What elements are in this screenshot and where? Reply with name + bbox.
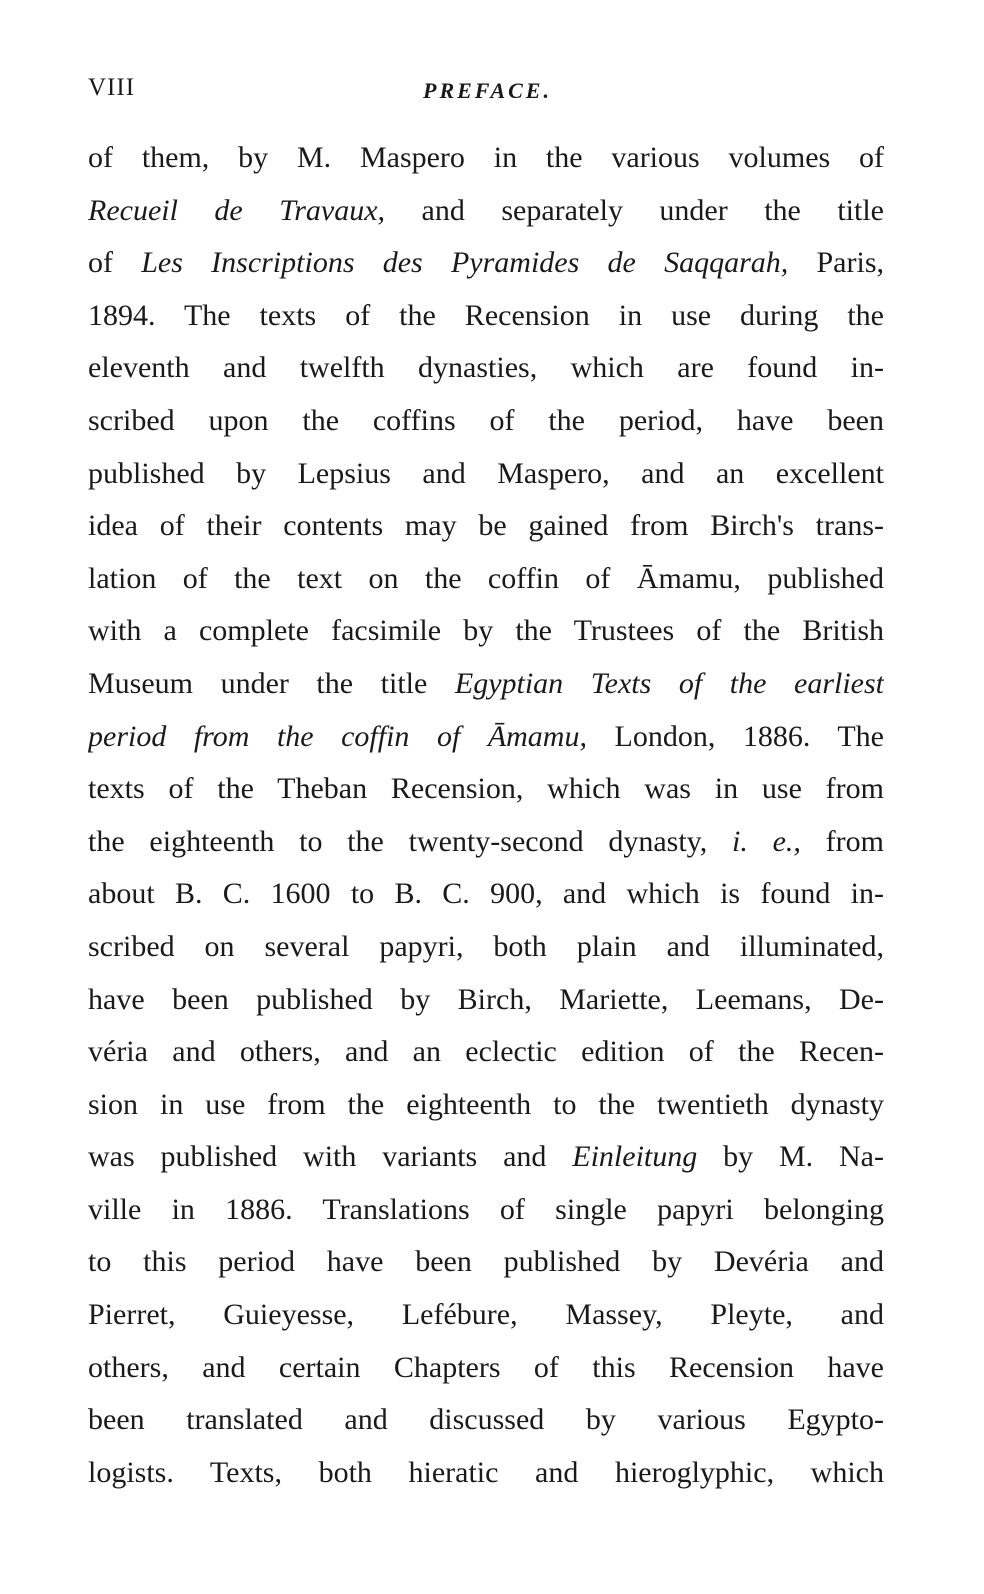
text-line: véria and others, and an eclectic edition of the Recen- (88, 1035, 884, 1069)
italic-title: period from the coffin of Āmamu, (88, 719, 587, 753)
running-head: PREFACE. (423, 78, 552, 103)
page-header (88, 74, 884, 114)
text-line (88, 816, 884, 869)
text-line: logists. Texts, both hieratic and hieroglyphic, which (88, 1455, 884, 1489)
body-text (88, 132, 884, 1499)
text-line: texts of the Theban Recension, which was in use from (88, 772, 884, 806)
text-run: Museum under the title (88, 666, 455, 700)
text-line: lation of the text on the coffin of Āmamu, published (88, 561, 884, 595)
text-line: sion in use from the eighteenth to the twentieth dynasty (88, 1087, 884, 1121)
page-number: VIII (88, 74, 136, 101)
text-line: of them, by M. Maspero in the various volumes of (88, 141, 884, 174)
text-line: 1894. The texts of the Recension in use during the (88, 298, 884, 332)
text-line: to this period have been published by Devéria and (88, 1245, 884, 1279)
text-line: scribed on several papyri, both plain and illuminated, (88, 929, 884, 963)
text-line (88, 658, 884, 711)
text-line: been translated and discussed by various Egypto- (88, 1403, 884, 1437)
text-run: by M. Na- (697, 1140, 884, 1174)
text-line: about B. C. 1600 to B. C. 900, and which is found in- (88, 877, 884, 911)
text-run: of (88, 246, 142, 280)
text-line (88, 711, 884, 764)
text-line: have been published by Birch, Mariette, Leemans, De- (88, 982, 884, 1016)
text-line: with a complete facsimile by the Trustees of the British (88, 614, 884, 648)
text-line: published by Lepsius and Maspero, and an excellent (88, 456, 884, 490)
text-line (88, 1131, 884, 1184)
text-line: scribed upon the coffins of the period, have been (88, 403, 884, 437)
text-line: eleventh and twelfth dynasties, which are found in- (88, 351, 884, 385)
text-line: others, and certain Chapters of this Recension have (88, 1350, 884, 1384)
text-line (88, 185, 884, 238)
italic-title: Einleitung (572, 1140, 698, 1174)
text-line: idea of their contents may be gained from Birch's trans- (88, 509, 884, 543)
italic-title: Les Inscriptions des Pyramides de Saqqarah, (141, 246, 789, 280)
italic-title: i. e., (731, 824, 801, 858)
italic-title: Recueil de Travaux, (88, 193, 386, 227)
italic-title: Egyptian Texts of the earliest (454, 666, 884, 700)
text-line (88, 237, 884, 290)
text-line: Pierret, Guieyesse, Lefébure, Massey, Pleyte, and (88, 1298, 884, 1332)
text-run: from (800, 824, 884, 858)
text-run: and separately under the title (385, 193, 884, 227)
text-run: was published with variants and (88, 1140, 573, 1174)
text-run: the eighteenth to the twenty-second dynasty, (88, 824, 732, 858)
text-run: Paris, (788, 246, 884, 280)
text-line: ville in 1886. Translations of single papyri belonging (88, 1192, 884, 1226)
text-run: London, 1886. The (586, 719, 884, 753)
